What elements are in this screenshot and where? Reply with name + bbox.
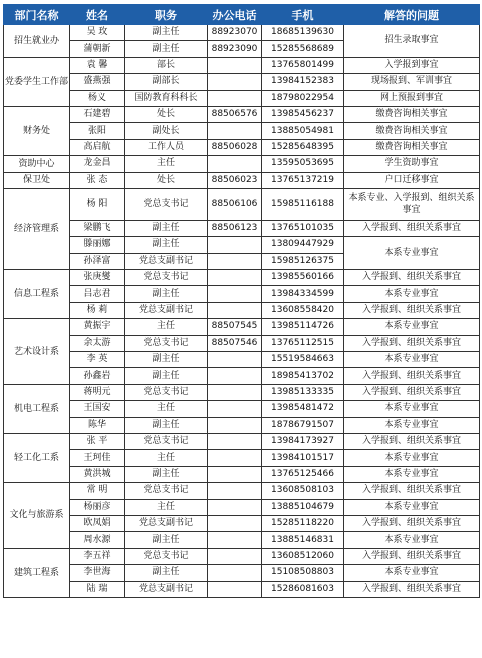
name-cell: 袁 馨 [70, 57, 125, 73]
office-phone-cell [208, 57, 262, 73]
mobile-cell: 15108508803 [262, 565, 344, 581]
name-cell: 常 明 [70, 483, 125, 499]
office-phone-cell [208, 450, 262, 466]
question-cell: 入学报到、组织关系事宜 [344, 581, 480, 597]
position-cell: 党总支副书记 [125, 581, 208, 597]
position-cell: 主任 [125, 401, 208, 417]
office-phone-cell [208, 123, 262, 139]
name-cell: 杨 阳 [70, 188, 125, 220]
name-cell: 盛燕强 [70, 74, 125, 90]
table-row [4, 220, 480, 236]
office-phone-cell: 88506106 [208, 188, 262, 220]
name-cell: 余太游 [70, 335, 125, 351]
table-body [4, 25, 480, 598]
header-row [4, 5, 480, 25]
office-phone-cell [208, 352, 262, 368]
department-cell: 机电工程系 [4, 384, 70, 433]
position-cell: 副主任 [125, 25, 208, 41]
table-row [4, 319, 480, 335]
question-cell: 入学报到、组织关系事宜 [344, 302, 480, 318]
position-cell: 副主任 [125, 220, 208, 236]
name-cell: 黄洪城 [70, 466, 125, 482]
table-row [4, 302, 480, 318]
table-row [4, 25, 480, 41]
table-row [4, 483, 480, 499]
mobile-cell: 15285568689 [262, 41, 344, 57]
question-cell: 本系专业事宜 [344, 401, 480, 417]
question-cell: 本系专业事宜 [344, 450, 480, 466]
name-cell: 张 态 [70, 172, 125, 188]
position-cell: 党总支书记 [125, 548, 208, 564]
name-cell: 蒲朝新 [70, 41, 125, 57]
office-phone-cell: 88506028 [208, 139, 262, 155]
question-cell: 入学报到、组织关系事宜 [344, 270, 480, 286]
department-cell: 建筑工程系 [4, 548, 70, 597]
question-cell: 本系专业事宜 [344, 286, 480, 302]
question-cell: 缴费咨询相关事宜 [344, 106, 480, 122]
position-cell: 主任 [125, 319, 208, 335]
mobile-cell: 13608508103 [262, 483, 344, 499]
position-cell: 副主任 [125, 41, 208, 57]
office-phone-cell [208, 74, 262, 90]
header-department: 部门名称 [4, 5, 70, 25]
mobile-cell: 13985114726 [262, 319, 344, 335]
mobile-cell: 18985413702 [262, 368, 344, 384]
name-cell: 孙泽富 [70, 253, 125, 269]
position-cell: 副主任 [125, 466, 208, 482]
table-row [4, 532, 480, 548]
header-office-phone: 办公电话 [208, 5, 262, 25]
mobile-cell: 13985456237 [262, 106, 344, 122]
office-phone-cell: 88506123 [208, 220, 262, 236]
office-phone-cell: 88923090 [208, 41, 262, 57]
question-cell: 本系专业事宜 [344, 565, 480, 581]
position-cell: 副主任 [125, 368, 208, 384]
name-cell: 李世海 [70, 565, 125, 581]
position-cell: 副主任 [125, 532, 208, 548]
name-cell: 王珂佳 [70, 450, 125, 466]
table-row [4, 57, 480, 73]
table-row [4, 565, 480, 581]
mobile-cell: 13885146831 [262, 532, 344, 548]
name-cell: 周水源 [70, 532, 125, 548]
question-cell: 本系专业事宜 [344, 352, 480, 368]
mobile-cell: 13809447929 [262, 237, 344, 253]
office-phone-cell [208, 499, 262, 515]
mobile-cell: 13985481472 [262, 401, 344, 417]
position-cell: 副部长 [125, 74, 208, 90]
question-cell: 入学报到、组织关系事宜 [344, 384, 480, 400]
name-cell: 黄振宇 [70, 319, 125, 335]
table-row [4, 123, 480, 139]
header-position: 职务 [125, 5, 208, 25]
office-phone-cell [208, 90, 262, 106]
mobile-cell: 13608558420 [262, 302, 344, 318]
question-cell: 招生录取事宜 [344, 25, 480, 58]
department-cell: 招生就业办 [4, 25, 70, 58]
question-cell: 本系专业事宜 [344, 417, 480, 433]
office-phone-cell [208, 302, 262, 318]
office-phone-cell [208, 156, 262, 172]
office-phone-cell [208, 253, 262, 269]
mobile-cell: 13985133335 [262, 384, 344, 400]
table-row [4, 90, 480, 106]
name-cell: 梁鹏飞 [70, 220, 125, 236]
mobile-cell: 13765101035 [262, 220, 344, 236]
question-cell: 户口迁移事宜 [344, 172, 480, 188]
question-cell: 本系专业事宜 [344, 499, 480, 515]
department-cell: 财务处 [4, 106, 70, 155]
department-cell: 经济管理系 [4, 188, 70, 269]
name-cell: 滕丽娜 [70, 237, 125, 253]
name-cell: 陈华 [70, 417, 125, 433]
office-phone-cell [208, 532, 262, 548]
position-cell: 部长 [125, 57, 208, 73]
office-phone-cell: 88506023 [208, 172, 262, 188]
table-row [4, 270, 480, 286]
position-cell: 党总支书记 [125, 270, 208, 286]
position-cell: 党总支书记 [125, 483, 208, 499]
name-cell: 张阳 [70, 123, 125, 139]
name-cell: 石建碧 [70, 106, 125, 122]
mobile-cell: 15285118220 [262, 515, 344, 531]
mobile-cell: 13885054981 [262, 123, 344, 139]
question-cell: 本系专业事宜 [344, 466, 480, 482]
name-cell: 龙金昌 [70, 156, 125, 172]
position-cell: 副主任 [125, 565, 208, 581]
mobile-cell: 15285648395 [262, 139, 344, 155]
table-row [4, 156, 480, 172]
office-phone-cell [208, 466, 262, 482]
position-cell: 党总支副书记 [125, 515, 208, 531]
table-row [4, 581, 480, 597]
position-cell: 党总支副书记 [125, 302, 208, 318]
office-phone-cell: 88507545 [208, 319, 262, 335]
question-cell: 缴费咨询相关事宜 [344, 139, 480, 155]
table-row [4, 286, 480, 302]
table-row [4, 384, 480, 400]
name-cell: 李五祥 [70, 548, 125, 564]
mobile-cell: 13595053695 [262, 156, 344, 172]
header-mobile: 手机 [262, 5, 344, 25]
table-row [4, 172, 480, 188]
table-row [4, 499, 480, 515]
header-questions: 解答的问题 [344, 5, 480, 25]
table-row [4, 433, 480, 449]
department-cell: 信息工程系 [4, 270, 70, 319]
question-cell: 入学报到、组织关系事宜 [344, 483, 480, 499]
office-phone-cell [208, 401, 262, 417]
name-cell: 杨 莉 [70, 302, 125, 318]
question-cell: 入学报到、组织关系事宜 [344, 515, 480, 531]
name-cell: 孙鑫岩 [70, 368, 125, 384]
department-cell: 保卫处 [4, 172, 70, 188]
header-name: 姓名 [70, 5, 125, 25]
position-cell: 副处长 [125, 123, 208, 139]
mobile-cell: 13765112515 [262, 335, 344, 351]
table-row [4, 401, 480, 417]
name-cell: 王国安 [70, 401, 125, 417]
office-phone-cell [208, 548, 262, 564]
mobile-cell: 13985560166 [262, 270, 344, 286]
table-row [4, 188, 480, 220]
name-cell: 张庚燮 [70, 270, 125, 286]
question-cell: 入学报到、组织关系事宜 [344, 548, 480, 564]
mobile-cell: 13608512060 [262, 548, 344, 564]
question-cell: 入学报到、组织关系事宜 [344, 335, 480, 351]
name-cell: 杨义 [70, 90, 125, 106]
mobile-cell: 15985116188 [262, 188, 344, 220]
table-row [4, 417, 480, 433]
table-row [4, 335, 480, 351]
office-phone-cell [208, 417, 262, 433]
name-cell: 吴 玫 [70, 25, 125, 41]
question-cell: 入学报到、组织关系事宜 [344, 433, 480, 449]
table-row [4, 466, 480, 482]
question-cell: 网上预报到事宜 [344, 90, 480, 106]
table-row [4, 237, 480, 253]
mobile-cell: 13765125466 [262, 466, 344, 482]
office-phone-cell [208, 581, 262, 597]
department-cell: 党委学生工作部 [4, 57, 70, 106]
office-phone-cell [208, 237, 262, 253]
table-row [4, 139, 480, 155]
office-phone-cell: 88507546 [208, 335, 262, 351]
question-cell: 入学报到事宜 [344, 57, 480, 73]
table-row [4, 352, 480, 368]
question-cell: 入学报到、组织关系事宜 [344, 368, 480, 384]
position-cell: 党总支书记 [125, 433, 208, 449]
position-cell: 处长 [125, 172, 208, 188]
position-cell: 工作人员 [125, 139, 208, 155]
question-cell: 现场报到、军训事宜 [344, 74, 480, 90]
mobile-cell: 18786791507 [262, 417, 344, 433]
mobile-cell: 15286081603 [262, 581, 344, 597]
table-row [4, 368, 480, 384]
mobile-cell: 13984101517 [262, 450, 344, 466]
mobile-cell: 13984152383 [262, 74, 344, 90]
office-phone-cell: 88923070 [208, 25, 262, 41]
table-row [4, 450, 480, 466]
mobile-cell: 13765137219 [262, 172, 344, 188]
name-cell: 高启航 [70, 139, 125, 155]
position-cell: 国防教育科科长 [125, 90, 208, 106]
position-cell: 党总支书记 [125, 384, 208, 400]
mobile-cell: 13765801499 [262, 57, 344, 73]
office-phone-cell [208, 368, 262, 384]
question-cell: 本系专业事宜 [344, 237, 480, 270]
office-phone-cell [208, 270, 262, 286]
position-cell: 党总支书记 [125, 188, 208, 220]
position-cell: 主任 [125, 156, 208, 172]
name-cell: 张 平 [70, 433, 125, 449]
office-phone-cell [208, 483, 262, 499]
mobile-cell: 18685139630 [262, 25, 344, 41]
mobile-cell: 13984334599 [262, 286, 344, 302]
mobile-cell: 15519584663 [262, 352, 344, 368]
position-cell: 党总支书记 [125, 335, 208, 351]
question-cell: 缴费咨询相关事宜 [344, 123, 480, 139]
office-phone-cell [208, 565, 262, 581]
office-phone-cell [208, 515, 262, 531]
contact-table [3, 4, 480, 598]
position-cell: 副主任 [125, 237, 208, 253]
position-cell: 主任 [125, 499, 208, 515]
department-cell: 轻工化工系 [4, 433, 70, 482]
office-phone-cell [208, 286, 262, 302]
name-cell: 杨丽彦 [70, 499, 125, 515]
question-cell: 本系专业、入学报到、组织关系事宜 [344, 188, 480, 220]
table-row [4, 548, 480, 564]
table-row [4, 74, 480, 90]
position-cell: 主任 [125, 450, 208, 466]
position-cell: 副主任 [125, 417, 208, 433]
name-cell: 陆 瑞 [70, 581, 125, 597]
question-cell: 本系专业事宜 [344, 532, 480, 548]
name-cell: 吕志君 [70, 286, 125, 302]
name-cell: 欧凤娟 [70, 515, 125, 531]
name-cell: 李 英 [70, 352, 125, 368]
position-cell: 处长 [125, 106, 208, 122]
department-cell: 艺术设计系 [4, 319, 70, 385]
office-phone-cell [208, 384, 262, 400]
department-cell: 资助中心 [4, 156, 70, 172]
office-phone-cell [208, 433, 262, 449]
office-phone-cell: 88506576 [208, 106, 262, 122]
position-cell: 副主任 [125, 352, 208, 368]
mobile-cell: 13984173927 [262, 433, 344, 449]
table-row [4, 515, 480, 531]
mobile-cell: 18798022954 [262, 90, 344, 106]
question-cell: 学生资助事宜 [344, 156, 480, 172]
position-cell: 副主任 [125, 286, 208, 302]
question-cell: 本系专业事宜 [344, 319, 480, 335]
mobile-cell: 13885104679 [262, 499, 344, 515]
question-cell: 入学报到、组织关系事宜 [344, 220, 480, 236]
name-cell: 蒋明元 [70, 384, 125, 400]
department-cell: 文化与旅游系 [4, 483, 70, 549]
mobile-cell: 15985126375 [262, 253, 344, 269]
table-row [4, 106, 480, 122]
position-cell: 党总支副书记 [125, 253, 208, 269]
